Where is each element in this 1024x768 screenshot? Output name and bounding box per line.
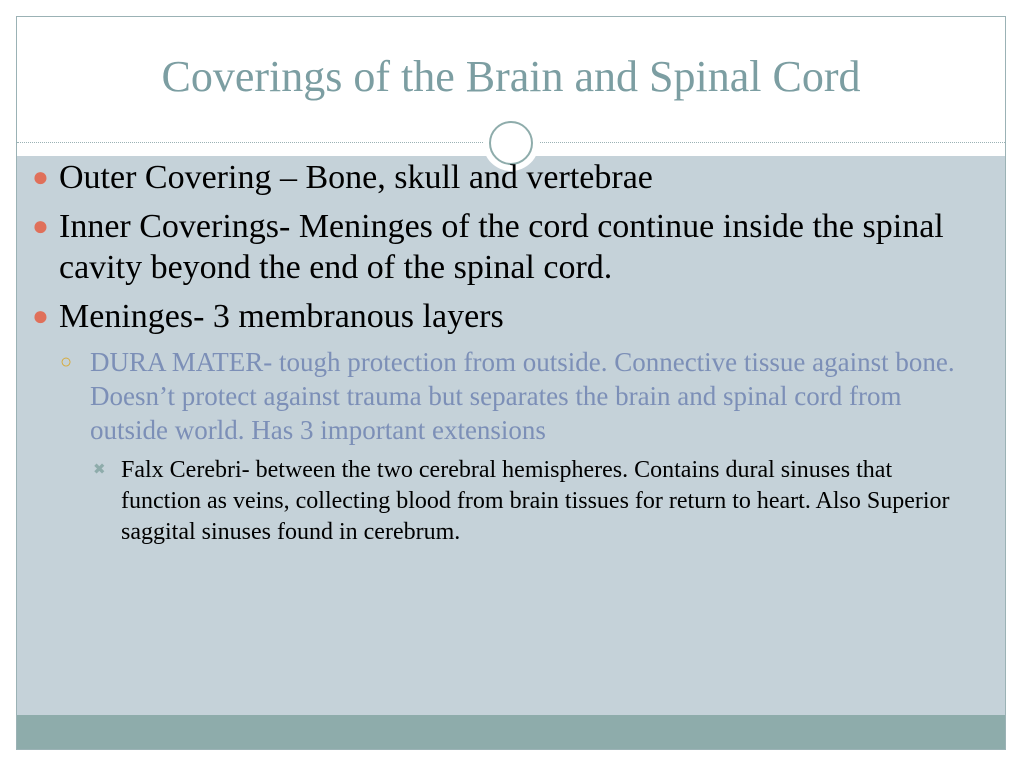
bullet-dot-icon: ● (32, 301, 49, 332)
bullet-item (30, 157, 960, 198)
bullet-text: Inner Coverings- Meninges of the cord continue inside the spinal cavity beyond the end of the spinal cord. (59, 208, 944, 286)
slide-title: Coverings of the Brain and Spinal Cord (161, 52, 861, 101)
bullet-dot-icon: ● (32, 162, 49, 193)
bullet-dot-icon: ● (32, 211, 49, 242)
slide-body (30, 157, 960, 548)
bullet-item (30, 206, 960, 288)
x-mark-icon: ✖ (93, 462, 106, 478)
sub-sub-bullet-item (30, 455, 960, 548)
hollow-circle-icon: ○ (60, 351, 73, 373)
bullet-text: Outer Covering – Bone, skull and vertebrae (59, 159, 653, 196)
sub-bullet-item (30, 345, 960, 447)
sub-bullet-text: DURA MATER- tough protection from outside. Connective tissue against bone. Doesn’t protect against trauma but separates the brain and spinal cord from outside world. Has 3 important extensions (90, 347, 955, 445)
sub-sub-bullet-text: Falx Cerebri- between the two cerebral hemispheres. Contains dural sinuses that function as veins, collecting blood from brain tissues for return to heart. Also Superior saggital sinuses found in cerebrum. (121, 457, 950, 545)
footer-band (17, 715, 1005, 749)
bullet-item (30, 296, 960, 337)
bullet-text: Meninges- 3 membranous layers (59, 298, 504, 335)
